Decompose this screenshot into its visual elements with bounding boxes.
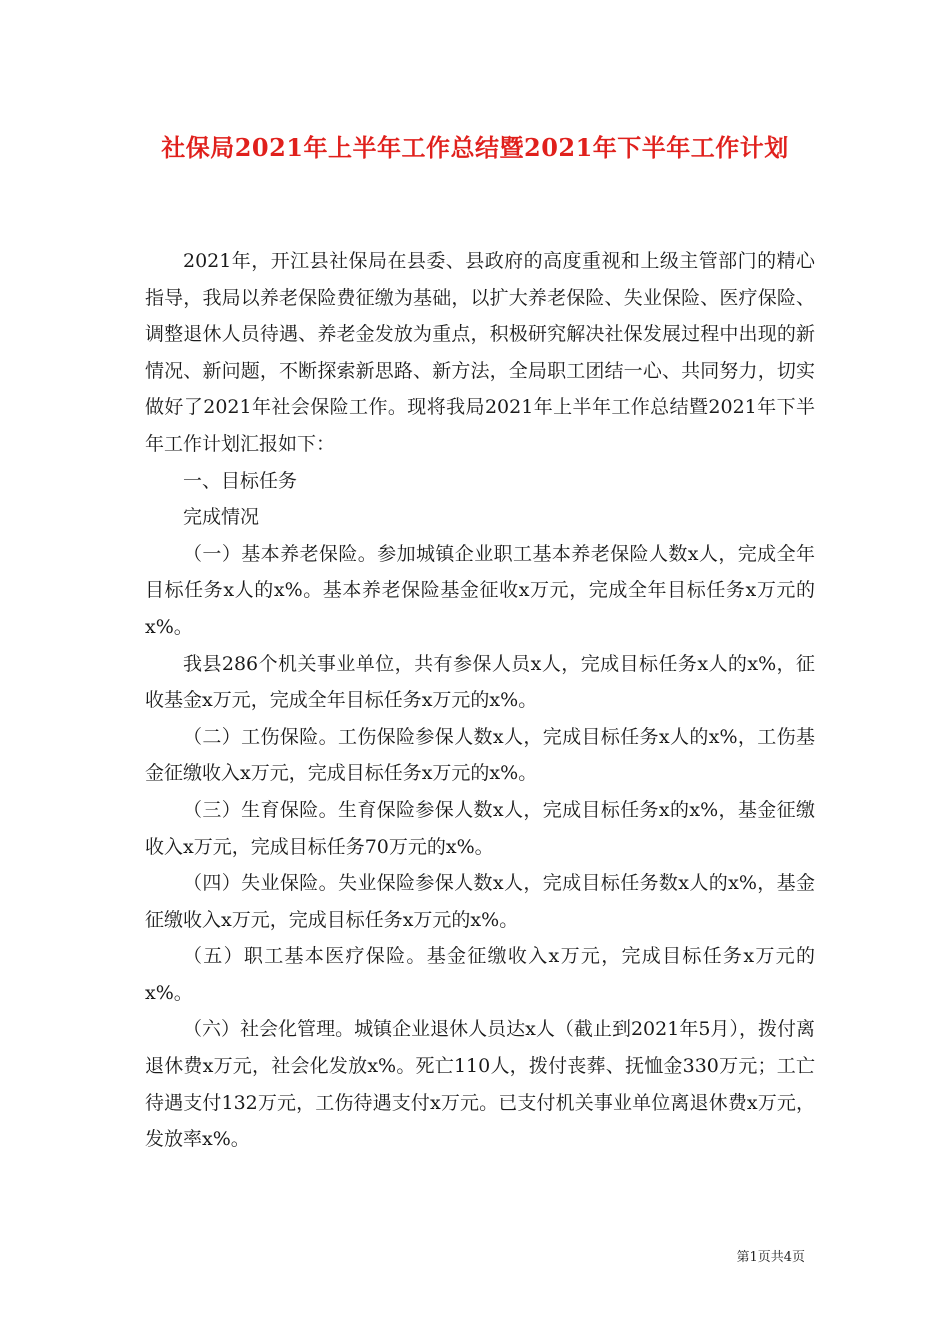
paragraph-social-management: （六）社会化管理。城镇企业退休人员达x人（截止到2021年5月），拨付离退休费x万元，社会化发放x%。死亡110人，拨付丧葬、抚恤金330万元；工亡待遇支付132万元，工伤待遇支付x万元。已支付机关事业单位离退休费x万元，发放率x%。 — [145, 1018, 815, 1151]
paragraph-unemployment: （四）失业保险。失业保险参保人数x人，完成目标任务数x人的x%，基金征缴收入x万元，完成目标任务x万元的x%。 — [145, 872, 815, 931]
paragraph-work-injury: （二）工伤保险。工伤保险参保人数x人，完成目标任务x人的x%，工伤基金征缴收入x万元，完成目标任务x万元的x%。 — [145, 725, 815, 785]
subsection-heading: 完成情况 — [183, 506, 260, 529]
paragraph-maternity: （三）生育保险。生育保险参保人数x人，完成目标任务x的x%，基金征缴收入x万元，完成目标任务70万元的x%。 — [145, 798, 815, 858]
paragraph-intro: 2021年，开江县社保局在县委、县政府的高度重视和上级主管部门的精心指导，我局以养老保险费征缴为基础，以扩大养老保险、失业保险、医疗保险、调整退休人员待遇、养老金发放为重点，积极研究解决社保发展过程中出现的新情况、新问题，不断探索新思路、新方法，全局职工团结一心、共同努力，切实做好了2021年社会保险工作。现将我局2021年上半年工作总结暨2021年下半年工作计划汇报如下： — [145, 250, 815, 455]
paragraph-medical: （五）职工基本医疗保险。基金征缴收入x万元，完成目标任务x万元的x%。 — [145, 945, 815, 1004]
page-number: 第1页共4页 — [736, 1250, 805, 1265]
document-body — [145, 243, 815, 1158]
paragraph-institutions: 我县286个机关事业单位，共有参保人员x人，完成目标任务x人的x%，征收基金x万元，完成全年目标任务x万元的x%。 — [145, 652, 815, 712]
document-title: 社保局2021年上半年工作总结暨2021年下半年工作计划 — [161, 133, 789, 162]
paragraph-pension: （一）基本养老保险。参加城镇企业职工基本养老保险人数x人，完成全年目标任务x人的x%。基本养老保险基金征收x万元，完成全年目标任务x万元的x%。 — [145, 542, 815, 638]
section-heading: 一、目标任务 — [183, 469, 298, 492]
